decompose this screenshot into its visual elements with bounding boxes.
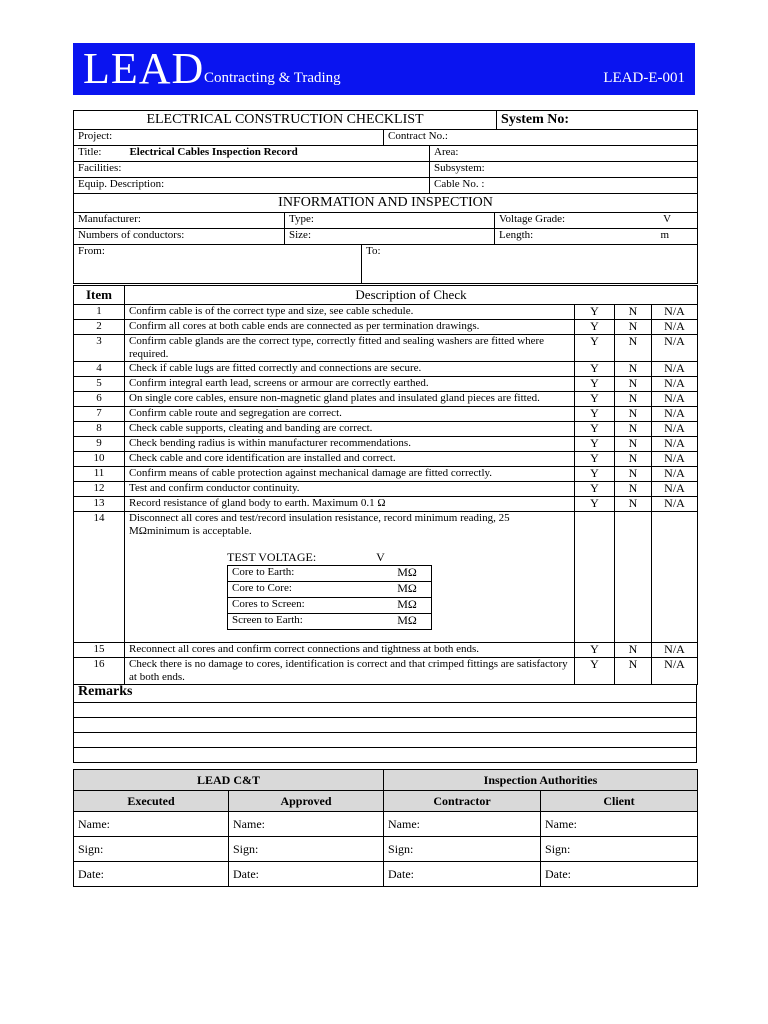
na-option[interactable]: N/A (652, 392, 698, 407)
voltage-unit: V (615, 213, 698, 229)
check-description-text: Check there is no damage to cores, identification is correct and that crimped fittings are satisfactory at both ends. (129, 658, 568, 683)
no-option[interactable]: N (615, 452, 652, 467)
na-option[interactable]: N/A (652, 437, 698, 452)
yes-option[interactable]: Y (575, 320, 615, 335)
check-description (125, 658, 575, 685)
document-code: LEAD-E-001 (603, 70, 685, 86)
test-voltage-label: TEST VOLTAGE: (227, 550, 317, 564)
na-option[interactable]: N/A (652, 497, 698, 512)
check-item-number: 5 (74, 377, 125, 392)
check-description-text: Check if cable lugs are fitted correctly and connections are secure. (129, 362, 422, 374)
title-field (74, 146, 430, 162)
measurement-label: Screen to Earth: (228, 614, 384, 630)
check-item-number: 3 (74, 335, 125, 362)
checklist-sheet (73, 110, 697, 887)
no-option[interactable]: N (615, 377, 652, 392)
company-banner (73, 43, 695, 95)
executed-date-field[interactable]: Date: (74, 862, 229, 887)
no-option[interactable]: N (615, 482, 652, 497)
manufacturer-field[interactable]: Manufacturer: (74, 213, 285, 229)
to-field[interactable]: To: (362, 245, 698, 284)
na-option[interactable]: N/A (652, 452, 698, 467)
check-description-text: Confirm all cores at both cable ends are connected as per termination drawings. (129, 320, 480, 332)
check-description (125, 305, 575, 320)
no-option[interactable]: N (615, 335, 652, 362)
check-description-text: Confirm cable glands are the correct type, correctly fitted and sealing washers are fitted where required. (129, 335, 545, 360)
yes-option[interactable]: Y (575, 392, 615, 407)
approved-date-field[interactable]: Date: (229, 862, 384, 887)
check-description-text: Confirm cable route and segregation are correct. (129, 407, 342, 419)
remarks-line[interactable] (74, 718, 697, 733)
yes-option[interactable]: Y (575, 482, 615, 497)
no-option[interactable]: N (615, 497, 652, 512)
check-item-number: 1 (74, 305, 125, 320)
approved-header: Approved (229, 791, 384, 812)
yes-option[interactable]: Y (575, 497, 615, 512)
measurement-label: Core to Earth: (228, 566, 384, 582)
remarks-line[interactable] (74, 733, 697, 748)
no-option[interactable]: N (615, 320, 652, 335)
check-description (125, 335, 575, 362)
remarks-line[interactable] (74, 703, 697, 718)
check-item-number: 10 (74, 452, 125, 467)
test-voltage-line[interactable] (227, 551, 570, 564)
facilities-field[interactable]: Facilities: (74, 162, 430, 178)
check-description-text: On single core cables, ensure non-magnetic gland plates and insulated gland pieces are fitted. (129, 392, 540, 404)
client-sign-field[interactable]: Sign: (541, 837, 698, 862)
client-name-field[interactable]: Name: (541, 812, 698, 837)
check-row (74, 467, 698, 482)
measurement-row[interactable] (228, 614, 432, 630)
inspection-authorities-header: Inspection Authorities (384, 770, 698, 791)
check-row (74, 362, 698, 377)
check-description (125, 407, 575, 422)
check-description (125, 422, 575, 437)
check-description-text: Confirm means of cable protection against mechanical damage are fitted correctly. (129, 467, 493, 479)
voltage-grade-field[interactable]: Voltage Grade: (495, 213, 615, 229)
check-item-number: 12 (74, 482, 125, 497)
check-row (74, 422, 698, 437)
check-description-text: Test and confirm conductor continuity. (129, 482, 300, 494)
yes-option[interactable]: Y (575, 377, 615, 392)
check-description (125, 377, 575, 392)
na-option[interactable]: N/A (652, 407, 698, 422)
check-row (74, 305, 698, 320)
cable-no-field[interactable]: Cable No. : (430, 178, 698, 194)
contractor-sign-field[interactable]: Sign: (384, 837, 541, 862)
from-field[interactable]: From: (74, 245, 362, 284)
check-item-number: 13 (74, 497, 125, 512)
check-description-text: Check cable and core identification are installed and correct. (129, 452, 396, 464)
measurement-row[interactable] (228, 598, 432, 614)
client-header: Client (541, 791, 698, 812)
no-option[interactable]: N (615, 467, 652, 482)
yes-option[interactable]: Y (575, 643, 615, 658)
checklist-title: ELECTRICAL CONSTRUCTION CHECKLIST (74, 111, 497, 130)
check-description-text: Check cable supports, cleating and banding are correct. (129, 422, 373, 434)
size-field[interactable]: Size: (285, 229, 495, 245)
type-field[interactable]: Type: (285, 213, 495, 229)
check-row (74, 497, 698, 512)
check-description (125, 482, 575, 497)
check-description-text: Check bending radius is within manufacturer recommendations. (129, 437, 411, 449)
test-voltage-unit: V (376, 550, 385, 564)
check-row (74, 452, 698, 467)
check-description-text: Confirm cable is of the correct type and size, see cable schedule. (129, 305, 414, 317)
item-header: Item (74, 286, 125, 305)
signoff-table (73, 769, 698, 887)
approved-name-field[interactable]: Name: (229, 812, 384, 837)
check-description-text: Confirm integral earth lead, screens or armour are correctly earthed. (129, 377, 429, 389)
check-row (74, 437, 698, 452)
check-item-number: 14 (74, 512, 125, 643)
check-item-number: 2 (74, 320, 125, 335)
check-row (74, 643, 698, 658)
check-description (125, 320, 575, 335)
no-option-blank[interactable] (615, 512, 652, 643)
check-row (74, 482, 698, 497)
na-option[interactable]: N/A (652, 320, 698, 335)
insulation-measurements (227, 565, 432, 630)
check-row (74, 392, 698, 407)
check-description-text: Disconnect all cores and test/record insulation resistance, record minimum reading, 25 MΩminimum is acceptable. (129, 512, 510, 537)
contractor-date-field[interactable]: Date: (384, 862, 541, 887)
company-subtitle: Contracting & Trading (204, 70, 341, 86)
executed-name-field[interactable]: Name: (74, 812, 229, 837)
no-option[interactable]: N (615, 407, 652, 422)
remarks-table (73, 684, 697, 763)
check-item-number: 16 (74, 658, 125, 685)
yes-option[interactable]: Y (575, 467, 615, 482)
check-description (125, 452, 575, 467)
equip-description-field[interactable]: Equip. Description: (74, 178, 430, 194)
measurement-unit: MΩ (383, 614, 432, 630)
no-option[interactable]: N (615, 392, 652, 407)
yes-option[interactable]: Y (575, 658, 615, 685)
check-item-number: 6 (74, 392, 125, 407)
remarks-line[interactable] (74, 748, 697, 763)
company-logo: LEAD (83, 44, 205, 93)
executed-sign-field[interactable]: Sign: (74, 837, 229, 862)
check-description (125, 362, 575, 377)
measurement-row[interactable] (228, 582, 432, 598)
check-description (125, 437, 575, 452)
yes-option[interactable]: Y (575, 362, 615, 377)
yes-option[interactable]: Y (575, 437, 615, 452)
no-option[interactable]: N (615, 437, 652, 452)
checks-table (73, 285, 698, 685)
check-item-number: 15 (74, 643, 125, 658)
check-row (74, 320, 698, 335)
check-row (74, 335, 698, 362)
measurement-unit: MΩ (383, 582, 432, 598)
yes-option-blank[interactable] (575, 512, 615, 643)
yes-option[interactable]: Y (575, 305, 615, 320)
no-option[interactable]: N (615, 658, 652, 685)
system-no-field[interactable]: System No: (497, 111, 698, 130)
check-row (74, 512, 698, 643)
client-date-field[interactable]: Date: (541, 862, 698, 887)
na-option[interactable]: N/A (652, 377, 698, 392)
check-row (74, 407, 698, 422)
info-table (73, 193, 698, 284)
measurement-row[interactable] (228, 566, 432, 582)
check-item-number: 11 (74, 467, 125, 482)
check-item-number: 7 (74, 407, 125, 422)
info-heading: INFORMATION AND INSPECTION (74, 194, 698, 213)
measurement-unit: MΩ (383, 566, 432, 582)
conductors-field[interactable]: Numbers of conductors: (74, 229, 285, 245)
contract-no-field[interactable]: Contract No.: (384, 130, 698, 146)
na-option[interactable]: N/A (652, 643, 698, 658)
yes-option[interactable]: Y (575, 335, 615, 362)
description-header: Description of Check (125, 286, 698, 305)
header-table (73, 110, 698, 194)
executed-header: Executed (74, 791, 229, 812)
project-field[interactable]: Project: (74, 130, 384, 146)
title-label: Title: (78, 146, 102, 158)
check-description (125, 467, 575, 482)
measurement-unit: MΩ (383, 598, 432, 614)
na-option[interactable]: N/A (652, 362, 698, 377)
yes-option[interactable]: Y (575, 422, 615, 437)
measurement-label: Cores to Screen: (228, 598, 384, 614)
length-field[interactable]: Length: (495, 229, 615, 245)
check-row (74, 377, 698, 392)
check-item-number: 8 (74, 422, 125, 437)
lead-ct-header: LEAD C&T (74, 770, 384, 791)
na-option[interactable]: N/A (652, 335, 698, 362)
title-value: Electrical Cables Inspection Record (129, 146, 298, 158)
check-description (125, 512, 575, 643)
subsystem-field[interactable]: Subsystem: (430, 162, 698, 178)
na-option[interactable]: N/A (652, 482, 698, 497)
check-description (125, 392, 575, 407)
check-item-number: 4 (74, 362, 125, 377)
na-option[interactable]: N/A (652, 658, 698, 685)
no-option[interactable]: N (615, 305, 652, 320)
measurement-label: Core to Core: (228, 582, 384, 598)
na-option[interactable]: N/A (652, 422, 698, 437)
check-description (125, 643, 575, 658)
no-option[interactable]: N (615, 422, 652, 437)
na-option[interactable]: N/A (652, 305, 698, 320)
yes-option[interactable]: Y (575, 452, 615, 467)
approved-sign-field[interactable]: Sign: (229, 837, 384, 862)
check-item-number: 9 (74, 437, 125, 452)
remarks-heading: Remarks (74, 685, 697, 703)
yes-option[interactable]: Y (575, 407, 615, 422)
na-option[interactable]: N/A (652, 467, 698, 482)
length-unit: m (615, 229, 698, 245)
area-field[interactable]: Area: (430, 146, 698, 162)
no-option[interactable]: N (615, 362, 652, 377)
check-row (74, 658, 698, 685)
test-voltage-block (227, 551, 570, 630)
check-description-text: Reconnect all cores and confirm correct connections and tightness at both ends. (129, 643, 480, 655)
contractor-header: Contractor (384, 791, 541, 812)
no-option[interactable]: N (615, 643, 652, 658)
contractor-name-field[interactable]: Name: (384, 812, 541, 837)
na-option-blank[interactable] (652, 512, 698, 643)
check-description-text: Record resistance of gland body to earth. Maximum 0.1 Ω (129, 497, 386, 509)
check-description (125, 497, 575, 512)
